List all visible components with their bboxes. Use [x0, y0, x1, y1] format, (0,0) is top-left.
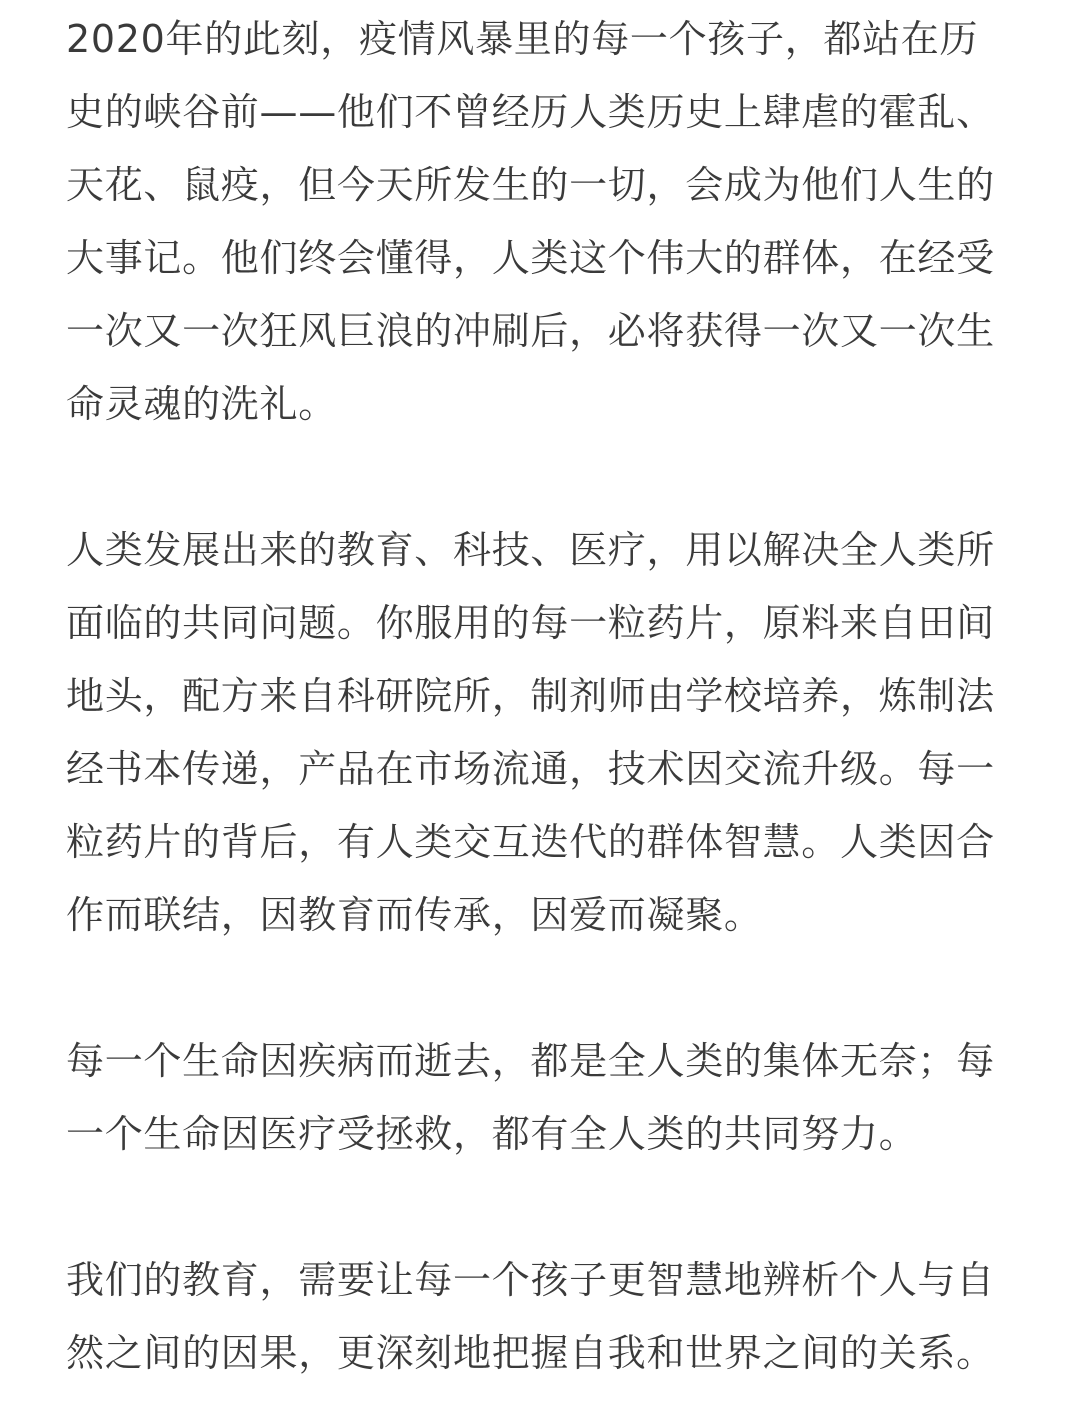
paragraph-3 — [66, 1025, 1016, 1171]
paragraph-1 — [66, 3, 1016, 441]
text-line: 一次又一次狂风巨浪的冲刷后，必将获得一次又一次生 — [66, 309, 995, 353]
paragraph-2 — [66, 514, 1016, 952]
text-line: 2020年的此刻，疫情风暴里的每一个孩子，都站在历 — [66, 17, 979, 61]
paragraph-spacer — [66, 952, 1016, 1025]
text-line: 经书本传递，产品在市场流通，技术因交流升级。每一 — [66, 747, 995, 791]
text-line: 命灵魂的洗礼。 — [66, 382, 337, 426]
text-line: 史的峡谷前——他们不曾经历人类历史上肆虐的霍乱、 — [66, 90, 995, 134]
text-line: 面临的共同问题。你服用的每一粒药片，原料来自田间 — [66, 601, 995, 645]
text-line: 人类发展出来的教育、科技、医疗，用以解决全人类所 — [66, 528, 995, 572]
text-line: 地头，配方来自科研院所，制剂师由学校培养，炼制法 — [66, 674, 995, 718]
text-line: 粒药片的背后，有人类交互迭代的群体智慧。人类因合 — [66, 820, 995, 864]
paragraph-spacer — [66, 1171, 1016, 1244]
text-line: 我们的教育，需要让每一个孩子更智慧地辨析个人与自 — [66, 1258, 995, 1302]
text-line: 大事记。他们终会懂得，人类这个伟大的群体，在经受 — [66, 236, 995, 280]
text-line: 一个生命因医疗受拯救，都有全人类的共同努力。 — [66, 1112, 918, 1156]
text-line: 作而联结，因教育而传承，因爱而凝聚。 — [66, 893, 763, 937]
article-body — [66, 3, 1016, 1390]
text-line: 天花、鼠疫，但今天所发生的一切，会成为他们人生的 — [66, 163, 995, 207]
paragraph-4 — [66, 1244, 1016, 1390]
paragraph-spacer — [66, 441, 1016, 514]
text-line: 每一个生命因疾病而逝去，都是全人类的集体无奈；每 — [66, 1039, 995, 1083]
text-line: 然之间的因果，更深刻地把握自我和世界之间的关系。 — [66, 1331, 995, 1375]
